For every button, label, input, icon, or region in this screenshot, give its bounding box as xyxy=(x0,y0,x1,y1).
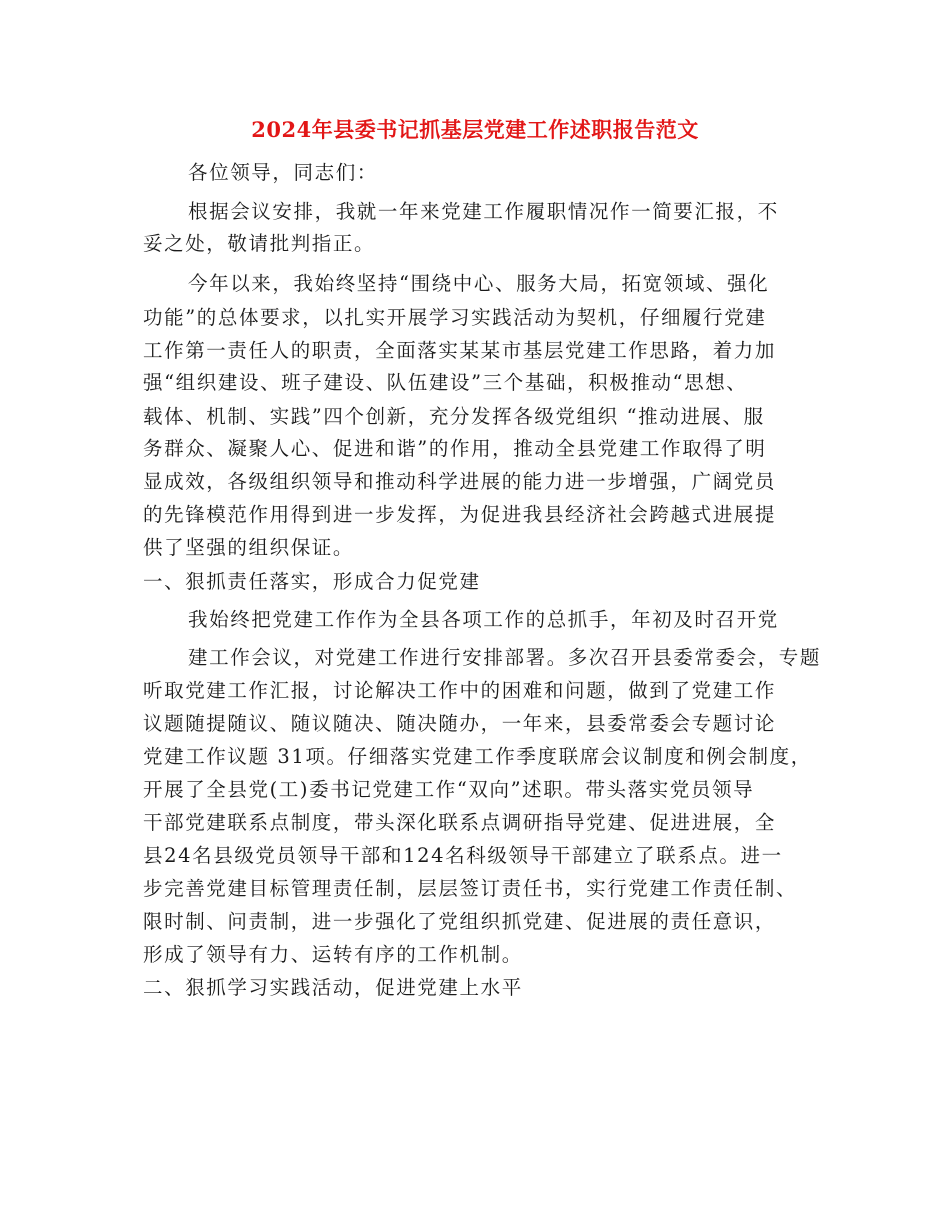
paragraph-line: 议题随提随议、随议随决、随决随办，一年来，县委常委会专题讨论 xyxy=(143,712,777,735)
paragraph-line: 建工作会议，对党建工作进行安排部署。多次召开县委常委会，专题 xyxy=(188,646,822,669)
paragraph-line: 一、狠抓责任落实，形成合力促党建 xyxy=(143,570,481,593)
paragraph-line: 工作第一责任人的职责，全面落实某某市基层党建工作思路，着力加 xyxy=(143,339,777,362)
paragraph-line: 显成效，各级组织领导和推动科学进展的能力进一步增强，广阔党员 xyxy=(143,470,777,493)
paragraph-line: 县24名县级党员领导干部和124名科级领导干部建立了联系点。进一 xyxy=(143,844,783,867)
paragraph-line: 载体、机制、实践”四个创新，充分发挥各级党组织 “推动进展、服 xyxy=(143,405,765,428)
paragraph-line: 听取党建工作汇报，讨论解决工作中的困难和问题，做到了党建工作 xyxy=(143,679,777,702)
paragraph-line: 党建工作议题 31项。仔细落实党建工作季度联席会议制度和例会制度， xyxy=(143,745,812,768)
paragraph-line: 今年以来，我始终坚持“围绕中心、服务大局，拓宽领域、强化 xyxy=(188,272,770,295)
paragraph-line: 开展了全县党(工)委书记党建工作“双向”述职。带头落实党员领导 xyxy=(143,778,755,801)
paragraph-line: 强“组织建设、班子建设、队伍建设”三个基础，积极推动“思想、 xyxy=(143,371,748,394)
paragraph-line: 的先锋模范作用得到进一步发挥，为促进我县经济社会跨越式进展提 xyxy=(143,503,777,526)
paragraph-line: 二、狠抓学习实践活动，促进党建上水平 xyxy=(143,976,523,999)
paragraph-line: 步完善党建目标管理责任制，层层签订责任书，实行党建工作责任制、 xyxy=(143,877,798,900)
section-heading: 我始终把党建工作作为全县各项工作的总抓手，年初及时召开党 xyxy=(188,608,779,631)
paragraph-line: 形成了领导有力、运转有序的工作机制。 xyxy=(143,943,523,966)
document-title: 2024年县委书记抓基层党建工作述职报告范文 xyxy=(251,117,699,142)
paragraph-line: 干部党建联系点制度，带头深化联系点调研指导党建、促进进展，全 xyxy=(143,811,777,834)
paragraph-line: 务群众、凝聚人心、促进和谐”的作用，推动全县党建工作取得了明 xyxy=(143,437,767,460)
paragraph-line: 根据会议安排，我就一年来党建工作履职情况作一简要汇报，不 xyxy=(188,200,779,223)
paragraph-line: 功能”的总体要求，以扎实开展学习实践活动为契机，仔细履行党建 xyxy=(143,306,767,329)
paragraph-line: 供了坚强的组织保证。 xyxy=(143,536,355,559)
paragraph-line: 各位领导，同志们： xyxy=(188,161,378,184)
paragraph-line: 妥之处，敬请批判指正。 xyxy=(143,232,376,255)
paragraph-line: 限时制、问责制，进一步强化了党组织抓党建、促进展的责任意识， xyxy=(143,910,777,933)
